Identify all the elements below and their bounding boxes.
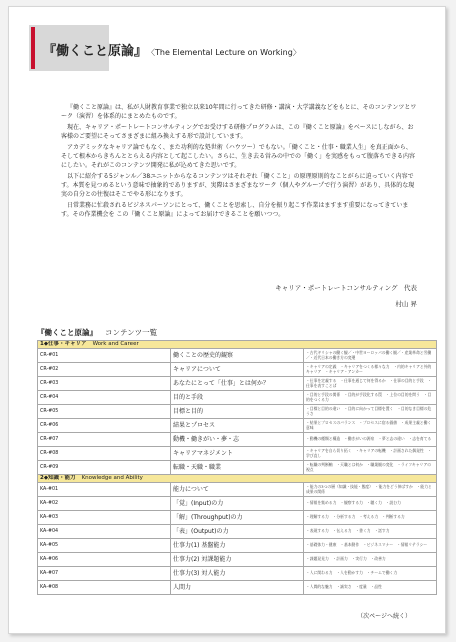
toc-subtitle: コンテンツ一覧: [105, 328, 158, 337]
unit-name: あなたにとって「仕事」とは何か？: [171, 377, 304, 391]
unit-code: CR-#07: [38, 433, 171, 447]
unit-name: 動機・働きがい・夢・志: [171, 433, 304, 447]
section-header: [38, 475, 437, 483]
unit-name: 人間力: [171, 581, 304, 595]
unit-name: 働くことの歴史的観察: [171, 349, 304, 363]
table-row: [38, 349, 437, 363]
unit-code: CR-#08: [38, 447, 171, 461]
unit-name: 仕事力(1) 基盤能力: [171, 539, 304, 553]
intro-paragraph: 以下に紹介する5ジャンル／38ユニットからなるコンテンツはそれぞれ「働くこと」の原理原則的なことがらに迫っていく内容です。本質を見つめるという意味で抽象的でありますが、実際はさまざまなワーク（個人やグループで行う演習）があり、具体的な現実の自分との往復はそこでやる形になります。: [61, 173, 415, 198]
section-header: [38, 341, 437, 349]
toc-title: 『働くこと原論』: [37, 328, 97, 337]
unit-description: ・課題発見力 ・計画力 ・実行力 ・改善力: [304, 553, 437, 567]
table-row: [38, 363, 437, 377]
unit-code: KA-#07: [38, 567, 171, 581]
unit-code: KA-#02: [38, 497, 171, 511]
document-page: [8, 6, 446, 634]
unit-code: KA-#08: [38, 581, 171, 595]
table-row: [38, 553, 437, 567]
unit-description: ・古代ギリシャの働く観／・中世ヨーロッパの働く観／・産業革命と労働／・近代日本の働き方の変遷: [304, 349, 437, 363]
unit-name: 「解」(Throughput)の力: [171, 511, 304, 525]
title-accent-bar: [31, 27, 35, 69]
table-row: [38, 483, 437, 497]
table-row: [38, 419, 437, 433]
unit-name: 能力について: [171, 483, 304, 497]
intro-paragraph: 日常業務に忙殺されるビジネスパーソンにとって、働くことを思索し、自分を振り起こす作業はますます重要になってきています。その作業機会を この『働くこと原論』によってお届けできることを願いつつ。: [61, 202, 409, 218]
unit-code: KA-#06: [38, 553, 171, 567]
table-row: [38, 405, 437, 419]
signature-org: キャリア・ポートレートコンサルティング 代表: [275, 284, 417, 292]
unit-code: CR-#02: [38, 363, 171, 377]
table-row: [38, 539, 437, 553]
unit-code: CR-#06: [38, 419, 171, 433]
unit-description: ・動機の種類と構造 ・働きがいの源泉 ・夢と志の違い ・志を育てる: [304, 433, 437, 447]
unit-description: ・転職の判断軸 ・天職とは何か ・職業観の変化 ・ライフキャリアの視点: [304, 461, 437, 475]
page-title: [43, 40, 301, 59]
intro-text: [61, 103, 417, 221]
unit-name: キャリアについて: [171, 363, 304, 377]
unit-code: KA-#05: [38, 539, 171, 553]
unit-description: ・理解する力 ・分析する力 ・考える力 ・判断する力: [304, 511, 437, 525]
section-label: 1◆仕事・キャリア: [40, 341, 87, 347]
unit-description: ・目的と手段の関係 ・目的が手段化する罠 ・上位の目的を問う ・目的をつくる力: [304, 391, 437, 405]
unit-name: 転職・天職・職業: [171, 461, 304, 475]
unit-code: KA-#04: [38, 525, 171, 539]
unit-name: 目標と目的: [171, 405, 304, 419]
table-row: [38, 461, 437, 475]
unit-description: ・能力の3つの層（知識・技能・態度） ・能力をどう伸ばすか ・能力と成果の関係: [304, 483, 437, 497]
unit-description: ・表現する力 ・伝える力 ・書く力 ・話す力: [304, 525, 437, 539]
unit-description: ・情報を集める力 ・観察する力 ・聴く力 ・読む力: [304, 497, 437, 511]
section-header-row: [38, 341, 437, 349]
table-row: [38, 567, 437, 581]
unit-code: CR-#09: [38, 461, 171, 475]
toc-heading: [37, 327, 157, 338]
intro-paragraph: 現在、キャリア・ポートレートコンサルティングでお受けする研修プログラムは、この『働くこと原論』をベースにしながら、お客様のご要望にそってさまざまに組み換えする形で設計しています。: [61, 124, 414, 140]
unit-code: KA-#01: [38, 483, 171, 497]
unit-name: 仕事力(3) 対人能力: [171, 567, 304, 581]
signature-name: 村山 昇: [395, 300, 417, 308]
table-row: [38, 581, 437, 595]
unit-name: 「覚」(Input)の力: [171, 497, 304, 511]
unit-code: CR-#05: [38, 405, 171, 419]
contents-table: [37, 340, 437, 595]
table-row: [38, 377, 437, 391]
unit-name: キャリアマネジメント: [171, 447, 304, 461]
table-row: [38, 447, 437, 461]
table-row: [38, 391, 437, 405]
unit-code: CR-#04: [38, 391, 171, 405]
table-row: [38, 433, 437, 447]
page-title-en: 〈The Elemental Lecture on Working〉: [151, 48, 301, 57]
section-label-en: Knowledge and Ability: [81, 475, 143, 481]
table-row: [38, 511, 437, 525]
unit-code: CR-#03: [38, 377, 171, 391]
unit-name: 結果とプロセス: [171, 419, 304, 433]
section-label-en: Work and Career: [92, 341, 139, 347]
unit-description: ・キャリアを自ら切り拓く ・キャリアの転機 ・計画された偶発性 ・学び直し: [304, 447, 437, 461]
unit-code: KA-#03: [38, 511, 171, 525]
unit-description: ・人に関わる力 ・人を動かす力 ・チームで働く力: [304, 567, 437, 581]
unit-description: ・仕事を定義する ・仕事を通じて何を得るか ・仕事の目的と手段 ・仕事を表すことば: [304, 377, 437, 391]
unit-name: 仕事力(2) 対課題能力: [171, 553, 304, 567]
page-title-jp: 『働くこと原論』: [43, 44, 148, 59]
unit-description: ・結果とプロセスのバランス ・プロセスに宿る価値 ・成果主義と働く意味: [304, 419, 437, 433]
section-label: 2◆知識・能力: [40, 475, 76, 481]
unit-description: ・目標と目的の違い ・目的に向かって目標を置く ・目的なき目標の危うさ: [304, 405, 437, 419]
unit-description: ・人間的な魅力 ・誠実さ ・度量 ・品性: [304, 581, 437, 595]
table-row: [38, 525, 437, 539]
next-page-note: （次ページへ続く）: [357, 613, 411, 620]
unit-name: 「表」(Output)の力: [171, 525, 304, 539]
unit-name: 目的と手段: [171, 391, 304, 405]
unit-description: ・キャリアの定義 ・キャリアをつくる様々な力 ・内的キャリアと外的キャリア ・キャリア・アンカー: [304, 363, 437, 377]
unit-description: ・基礎体力・健康 ・基本動作 ・ビジネスマナー ・情報リテラシー: [304, 539, 437, 553]
section-header-row: [38, 475, 437, 483]
unit-code: CR-#01: [38, 349, 171, 363]
intro-paragraph: 『働くこと原論』は、私が人財教育事業で独立以来10年間に行ってきた研修・講演・大学講義などをもとに、そのコンテンツとワーク（演習）を体系的にまとめたものです。: [61, 104, 417, 120]
table-row: [38, 497, 437, 511]
intro-paragraph: アカデミックなキャリア論でもなく、また功利的な処世術（ハウツー）でもない。「働くこと・仕事・職業人生」を真正面から、そして根本からきちんととらえる内容として起こしたい。さらに、生き去る営みの中での「働く」を実感をもって腹落ちできる内容にしたい。それがこのコンテンツ開発に私が込めてきた思いです。: [61, 144, 415, 169]
